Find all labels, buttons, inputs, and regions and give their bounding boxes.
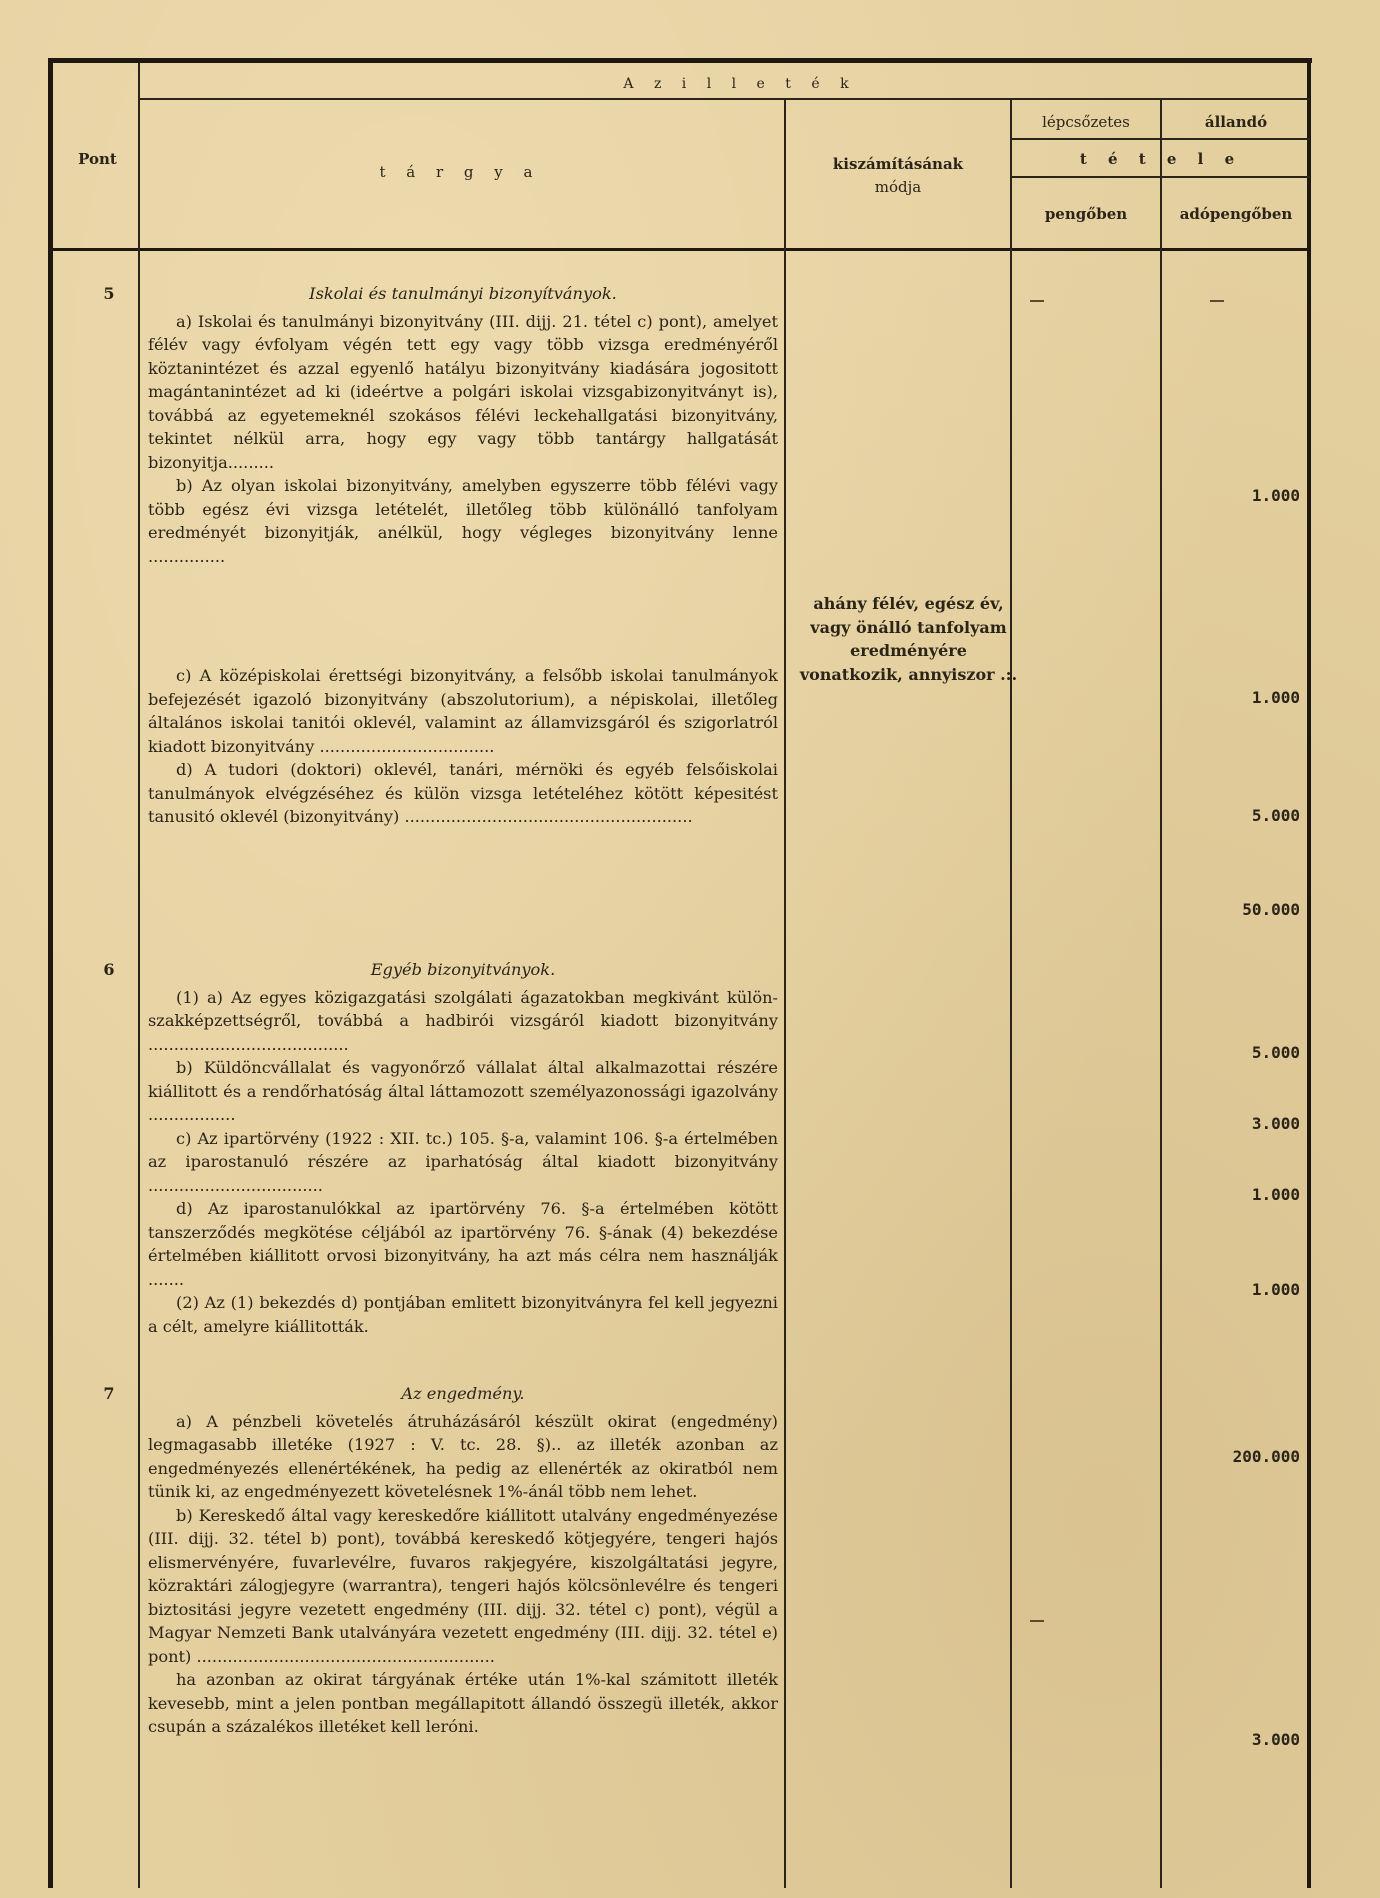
section-number: 7 bbox=[103, 1384, 115, 1403]
section-title: Egyéb bizonyitványok. bbox=[370, 960, 556, 979]
header-kiszamitas: kiszámításának bbox=[832, 155, 964, 173]
top-border bbox=[48, 58, 1312, 63]
amount: 1.000 bbox=[1251, 1185, 1300, 1204]
left-border bbox=[48, 58, 53, 1888]
header-modja: módja bbox=[874, 178, 922, 196]
paragraph: d) A tudori (doktori) oklevél, tanári, mérnöki és egyéb felsőiskolai tanulmányok elvégzéséhez és külön vizsga letételéhez kötött képesitést tanusitó oklevél (bizonyitvány) ........................................................ bbox=[148, 760, 778, 826]
amount: 3.000 bbox=[1251, 1730, 1300, 1749]
right-border bbox=[1307, 58, 1311, 1888]
illetek-underline bbox=[140, 98, 1310, 100]
header-illetek: A z i l l e t é k bbox=[623, 76, 857, 92]
header-pont: Pont bbox=[78, 150, 117, 168]
header-targya: t á r g y a bbox=[379, 163, 541, 181]
paragraph: c) Az ipartörvény (1922 : XII. tc.) 105. §-a, valamint 106. §-a értelmében az iparostanuló részére az iparhatóság által kiadott bizonyitvány .................................. bbox=[148, 1128, 778, 1195]
section-title: Iskolai és tanulmányi bizonyítványok. bbox=[309, 284, 617, 303]
header-tetele: t é t e l e bbox=[1079, 150, 1243, 168]
section-5-body bbox=[148, 282, 778, 829]
amount: 5.000 bbox=[1251, 806, 1300, 825]
calculation-mode-text: ahány félév, egész év, vagy önálló tanfolyam eredményére vonatkozik, annyiszor .:. bbox=[799, 594, 1018, 684]
paragraph: (1) a) Az egyes közigazgatási szolgálati ágazatokban megkivánt külön-szakképzettségről, továbbá a hadbirói vizsgáról kiadott bizonyitvány ....................................... bbox=[148, 987, 778, 1054]
paragraph: b) Kereskedő által vagy kereskedőre kiállitott utalvány engedményezése (III. dijj. 32. tétel b) pont), továbbá kereskedő kötjegyére, tengeri hajós elismervényére, fuvarlevélre, fuvaros rakjegyére, kiszolgáltatási jegyre, közraktári zálogjegyre (warrantra), tengeri hajós kölcsönlevélre és tengeri biztositási jegyre vezetett engedmény (III. dijj. 32. tétel c) pont), végül a Magyar Nemzeti Bank utalványára vezetett engedmény (III. dijj. 32. tétel e) pont) .......................................................... bbox=[148, 1505, 778, 1666]
col-line-allando bbox=[1160, 100, 1162, 1888]
amount: 200.000 bbox=[1232, 1447, 1300, 1466]
header-lepcsozetes: lépcsőzetes bbox=[1042, 113, 1130, 131]
col-line-lepcsozetes bbox=[1010, 100, 1012, 1888]
amount: 1.000 bbox=[1251, 486, 1300, 505]
paragraph: d) Az iparostanulókkal az ipartörvény 76. §-a értelmében kötött tanszerződés megkötése céljából az ipartörvény 76. §-ának (4) bekezdése értelmében kiállitott orvosi bizonyitvány, ha azt más célra nem használják ....... bbox=[148, 1199, 778, 1289]
dash-mark bbox=[1030, 1620, 1044, 1622]
section-title: Az engedmény. bbox=[401, 1384, 525, 1403]
amount: 1.000 bbox=[1251, 1280, 1300, 1299]
paragraph: b) Az olyan iskolai bizonyitvány, amelyben egyszerre több félévi vagy több egész évi vizsga letételét, illetőleg több különálló tanfolyam eredményét bizonyitják, anélkül, hogy végleges bizonyitvány lenne ............... bbox=[148, 476, 778, 566]
amount: 50.000 bbox=[1242, 900, 1300, 919]
paragraph: a) Iskolai és tanulmányi bizonyitvány (III. dijj. 21. tétel c) pont), amelyet félév vagy évfolyam végén tett egy vagy több vizsga eredményéről köztanintézet és azzal egyenlő hatályu bizonyitvány kiadására jogositott magántanintézet ad ki (ideértve a polgári iskolai vizsgabizonyitványt is), továbbá az egyetemeknél szokásos félévi leckehallgatási bizonyitvány, tekintet nélkül arra, hogy egy vagy több tantárgy hallgatását bizonyitja......... bbox=[148, 311, 778, 472]
col-line-pont bbox=[138, 63, 140, 1888]
header-allando: állandó bbox=[1204, 113, 1268, 131]
amount: 1.000 bbox=[1251, 688, 1300, 707]
section-number: 5 bbox=[103, 284, 115, 303]
amount: 5.000 bbox=[1251, 1043, 1300, 1062]
dash-mark bbox=[1210, 300, 1224, 302]
paragraph: c) A középiskolai érettségi bizonyitvány, a felsőbb iskolai tanulmányok befejezését igazoló bizonyitvány (abszolutorium), a népiskolai, illetőleg általános iskolai tanitói oklevél, valamint az államvizsgáról és szigorlatról kiadott bizonyitvány .................................. bbox=[148, 666, 778, 756]
header-adopengoben: adópengőben bbox=[1179, 205, 1293, 223]
paragraph: ha azonban az okirat tárgyának értéke után 1%-kal számitott illeték kevesebb, mint a jelen pontban megállapitott állandó összegü illeték, akkor csupán a százalékos illetéket kell leróni. bbox=[148, 1670, 778, 1736]
amount: 3.000 bbox=[1251, 1114, 1300, 1133]
paragraph: (2) Az (1) bekezdés d) pontjában emlitett bizonyitványra fel kell jegyezni a célt, amelyre kiállitották. bbox=[148, 1293, 778, 1336]
dash-mark bbox=[1030, 300, 1044, 302]
paragraph: a) A pénzbeli követelés átruházásáról készült okirat (engedmény) legmagasabb illetéke (1927 : V. tc. 28. §).. az illeték azonban az engedményezés ellenértékének, ha pedig az ellenérték az okiratból nem tünik ki, az engedményezett követelésnek 1%-ánál több nem lehet. bbox=[148, 1411, 778, 1501]
col-line-modja bbox=[784, 100, 786, 1888]
section-6-body bbox=[148, 958, 778, 1338]
header-pengoben: pengőben bbox=[1044, 205, 1128, 223]
header-bottom-rule bbox=[48, 248, 1310, 251]
paragraph: b) Küldöncvállalat és vagyonőrző vállalat által alkalmazottai részére kiállitott és a rendőrhatóság által láttamozott személyazonossági igazolvány ................. bbox=[148, 1058, 778, 1124]
section-number: 6 bbox=[103, 960, 115, 979]
section-7-body bbox=[148, 1382, 778, 1739]
